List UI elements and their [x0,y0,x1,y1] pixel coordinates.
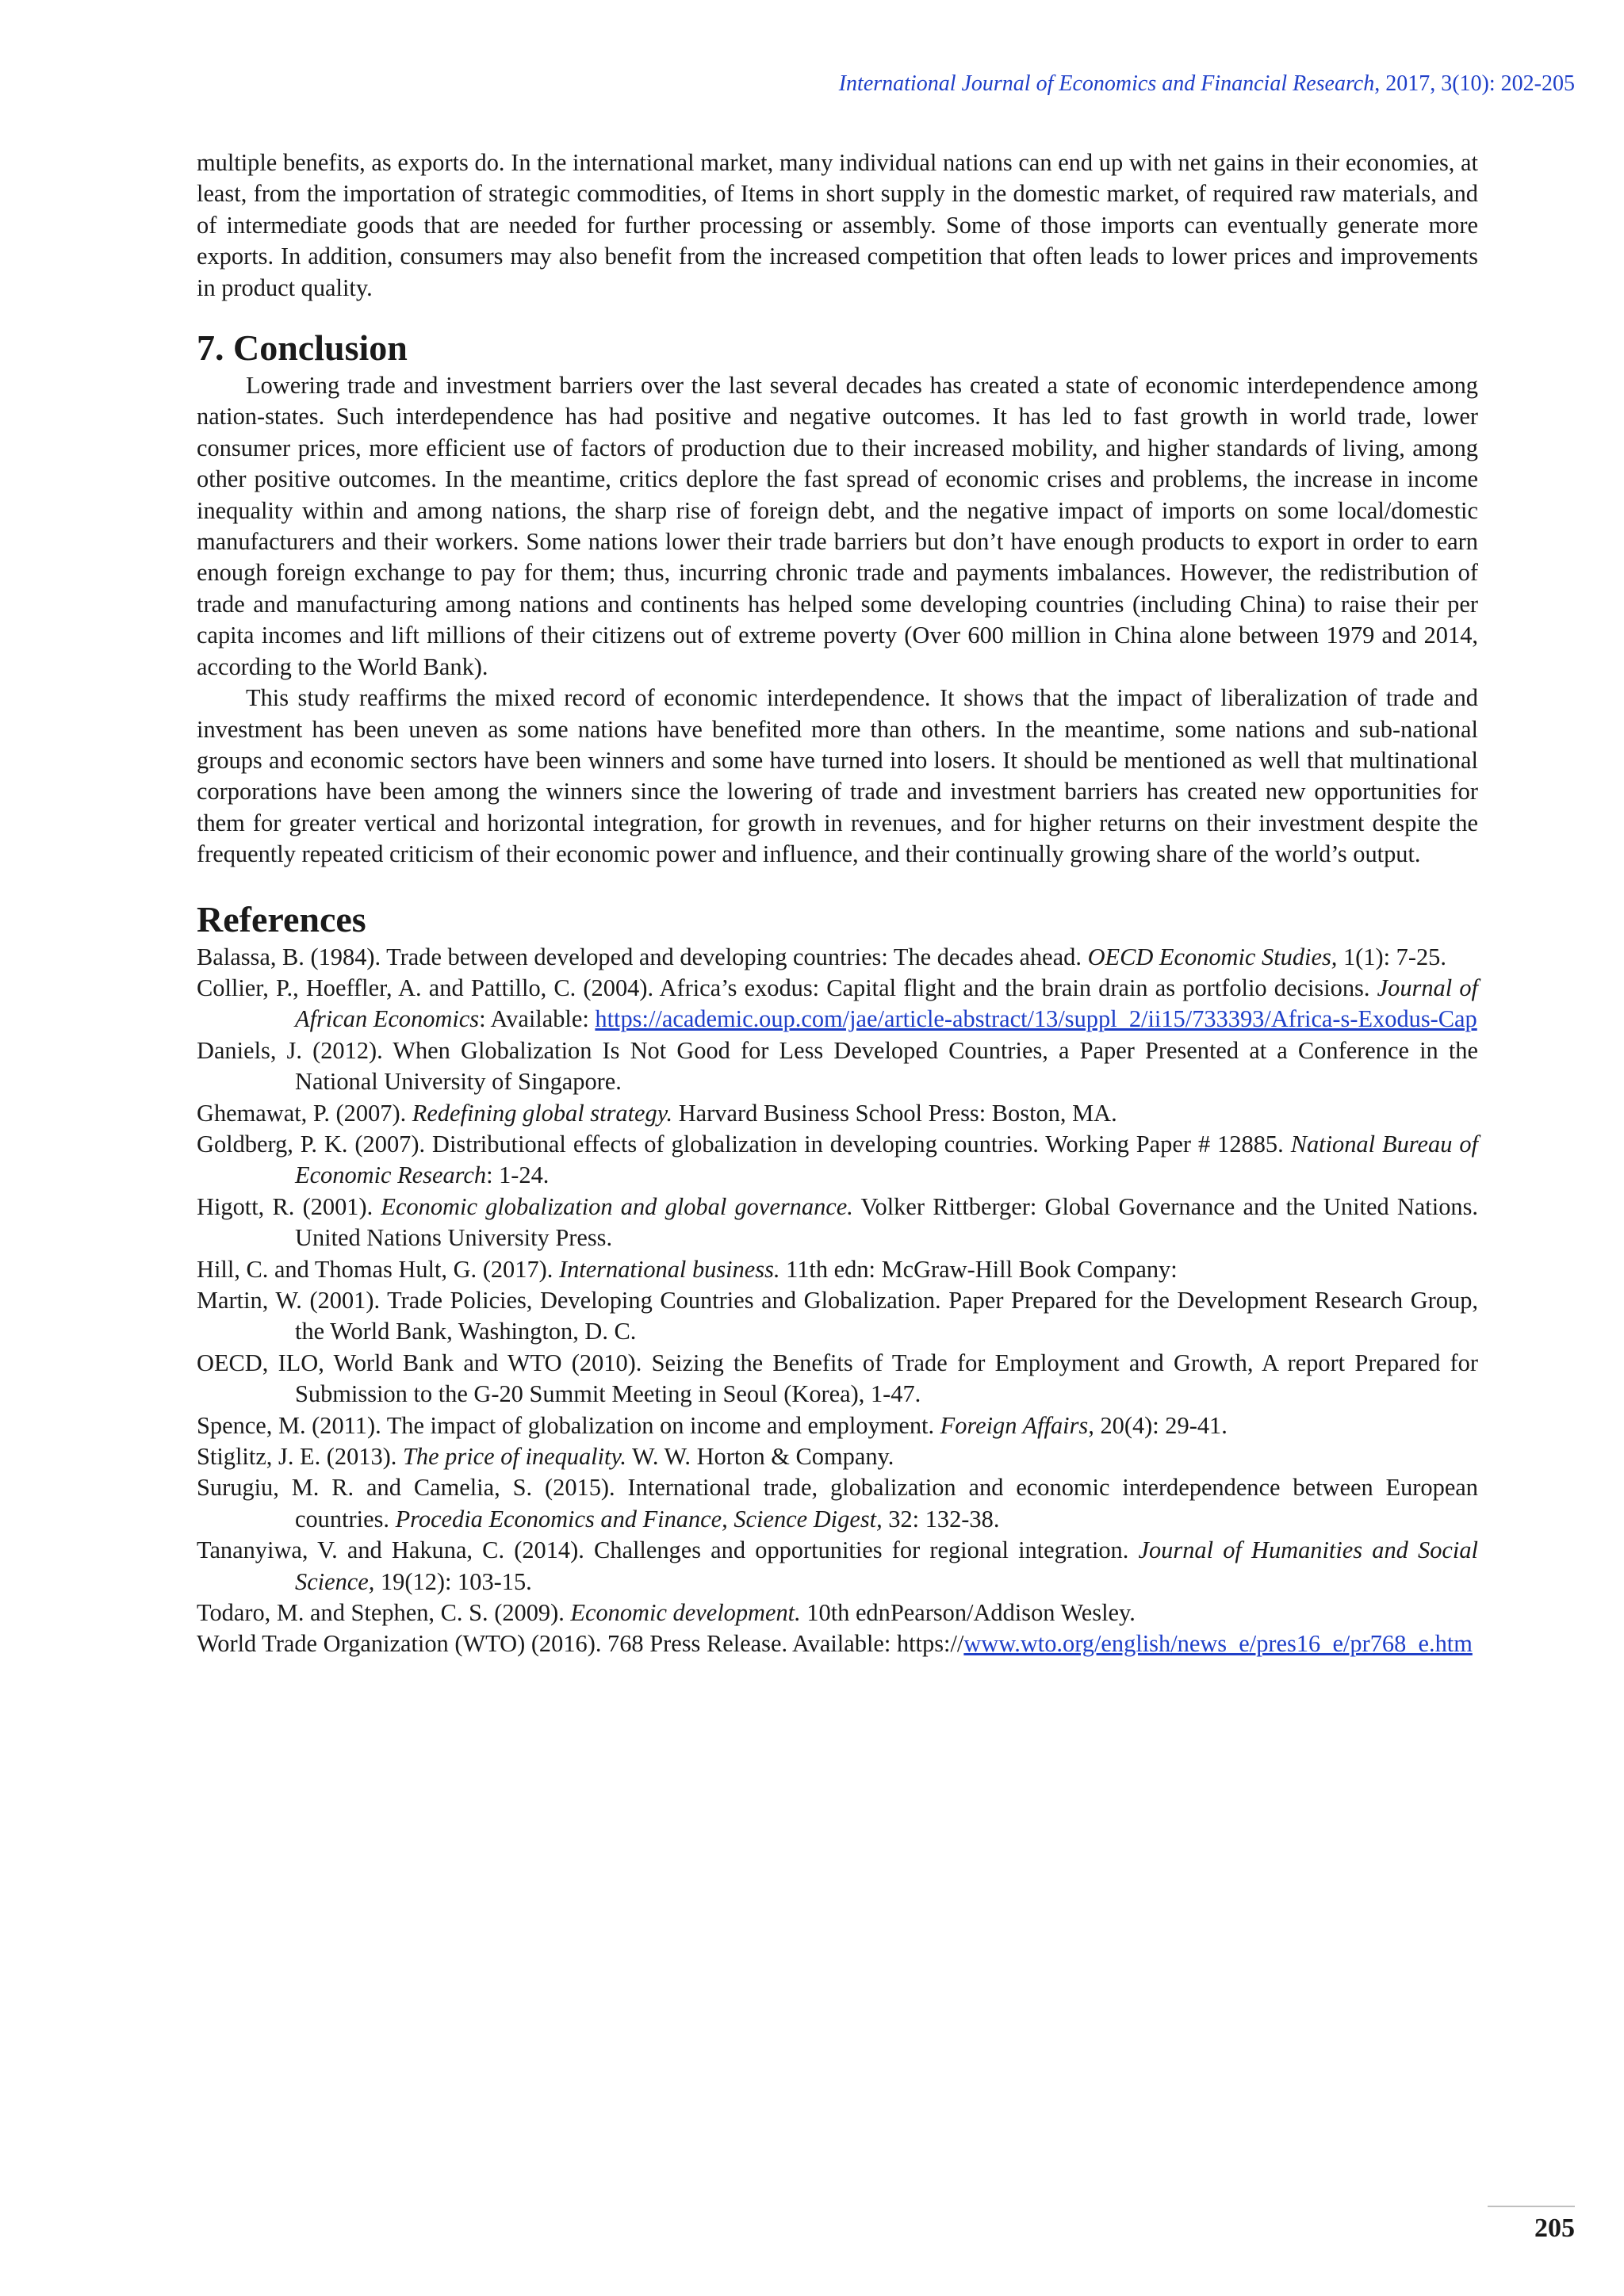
reference-source-title: Redefining global strategy. [412,1099,673,1127]
reference-source-title: Economic globalization and global governance. [381,1192,853,1220]
reference-details: W. W. Horton & Company. [626,1443,894,1471]
reference-details: Harvard Business School Press: Boston, MA. [672,1099,1117,1127]
running-header [839,71,1575,97]
footer-divider [1488,2206,1575,2207]
reference-item [197,1535,1478,1598]
reference-text: Martin, W. (2001). Trade Policies, Developing Countries and Globalization. Paper Prepared for the Development Research Group, the World Bank, Washington, D. C. [197,1287,1478,1345]
reference-link[interactable]: www.wto.org/english/news_e/pres16_e/pr768_e.htm [963,1630,1473,1658]
reference-list [197,942,1478,1660]
reference-item [197,1410,1478,1441]
conclusion-paragraph-2: This study reaffirms the mixed record of economic interdependence. It shows that the impact of liberalization of trade and investment has been uneven as some nations have benefited more than others. In the meantime, some nations and sub-national groups and economic sectors have been winners and some have turned into losers. It should be mentioned as well that multinational corporations have been among the winners since the lowering of trade and investment barriers has created new opportunities for them for greater vertical and horizontal integration, for growth in revenues, and for higher returns on their investment despite the frequently repeated criticism of their economic power and influence, and their continually growing share of the world’s output. [197,684,1478,868]
reference-text: Collier, P., Hoeffler, A. and Pattillo, C. (2004). Africa’s exodus: Capital flight and the brain drain as portfolio decisions. [197,974,1377,1001]
reference-details: : Available: [479,1005,596,1033]
journal-title: International Journal of Economics and Financial Research [838,71,1375,96]
reference-item [197,1441,1478,1472]
reference-link[interactable]: https://academic.oup.com/jae/article-abstract/13/suppl_2/ii15/733393/Africa-s-Exodus-Cap [595,1005,1477,1033]
reference-details: : 1-24. [486,1161,550,1189]
journal-issue: , 2017, 3(10): 202-205 [1374,71,1575,96]
reference-source-title: Procedia Economics and Finance, Science Digest, [395,1505,883,1533]
reference-item [197,942,1478,973]
reference-item [197,1129,1478,1192]
reference-item [197,1472,1478,1535]
reference-item [197,973,1478,1035]
reference-source-title: International business. [558,1255,780,1283]
reference-item [197,1628,1478,1659]
reference-source-title: Journal of Humanities and Social Science, [295,1536,1478,1595]
reference-text: Higott, R. (2001). [197,1192,381,1220]
reference-item [197,1348,1478,1410]
page-content [197,147,1478,1660]
reference-source-title: Economic development. [570,1599,801,1627]
reference-source-title: Journal of African Economics [295,974,1478,1033]
reference-source-title: OECD Economic Studies, [1087,943,1338,970]
reference-item [197,1035,1478,1098]
reference-details: 10th ednPearson/Addison Wesley. [800,1599,1136,1627]
intro-paragraph: multiple benefits, as exports do. In the international market, many individual nations can end up with net gains in their economies, at least, from the importation of strategic commodities, of Items in short supply in the domestic market, of required raw materials, and of intermediate goods that are needed for further processing or assembly. Some of those imports can eventually generate more exports. In addition, consumers may also benefit from the increased competition that often leads to lower prices and improvements in product quality. [197,149,1478,301]
reference-text: OECD, ILO, World Bank and WTO (2010). Seizing the Benefits of Trade for Employment and Growth, A report Prepared for Submission to the G-20 Summit Meeting in Seoul (Korea), 1-47. [197,1349,1478,1408]
reference-text: Balassa, B. (1984). Trade between developed and developing countries: The decades ahead. [197,943,1088,970]
reference-text: Ghemawat, P. (2007). [197,1099,412,1127]
reference-item [197,1254,1478,1285]
reference-text: Stiglitz, J. E. (2013). [197,1443,403,1471]
reference-text: Todaro, M. and Stephen, C. S. (2009). [197,1599,571,1627]
reference-details: 1(1): 7-25. [1337,943,1446,970]
reference-details: 20(4): 29-41. [1094,1411,1228,1439]
reference-details: 11th edn: McGraw-Hill Book Company: [779,1255,1178,1283]
reference-text: Hill, C. and Thomas Hult, G. (2017). [197,1255,559,1283]
reference-text: Daniels, J. (2012). When Globalization Is Not Good for Less Developed Countries, a Paper Presented at a Conference in the National University of Singapore. [197,1036,1478,1096]
reference-item [197,1192,1478,1254]
reference-item [197,1098,1478,1129]
reference-text: World Trade Organization (WTO) (2016). 768 Press Release. Available: https:// [197,1630,964,1658]
conclusion-heading: 7. Conclusion [197,327,408,369]
reference-text: Goldberg, P. K. (2007). Distributional effects of globalization in developing countries. Working Paper # 12885. [197,1130,1291,1158]
reference-source-title: National Bureau of Economic Research [295,1130,1478,1189]
reference-details: Volker Rittberger: Global Governance and the United Nations. United Nations University Press. [295,1192,1479,1252]
reference-text: Tananyiwa, V. and Hakuna, C. (2014). Challenges and opportunities for regional integration. [197,1536,1139,1564]
reference-source-title: Foreign Affairs, [940,1411,1094,1439]
reference-details: 32: 132-38. [882,1505,1000,1533]
conclusion-paragraph-1: Lowering trade and investment barriers over the last several decades has created a state of economic interdependence among nation-states. Such interdependence has had positive and negative outcomes. It has led to fast growth in world trade, lower consumer prices, more efficient use of factors of production due to their increased mobility, and higher standards of living, among other positive outcomes. In the meantime, critics deplore the fast spread of economic crises and problems, the increase in income inequality within and among nations, the sharp rise of foreign debt, and the negative impact of imports on some local/domestic manufacturers and their workers. Some nations lower their trade barriers but don’t have enough products to export in order to earn enough foreign exchange to pay for them; thus, incurring chronic trade and payments imbalances. However, the redistribution of trade and manufacturing among nations and continents has helped some developing countries (including China) to raise their per capita incomes and lift millions of their citizens out of extreme poverty (Over 600 million in China alone between 1979 and 2014, according to the World Bank). [197,372,1478,680]
reference-text: Spence, M. (2011). The impact of globalization on income and employment. [197,1411,940,1439]
reference-text: Surugiu, M. R. and Camelia, S. (2015). International trade, globalization and economic interdependence between European countries. [197,1474,1478,1533]
reference-details: 19(12): 103-15. [374,1567,532,1595]
page-number: 205 [1534,2214,1575,2243]
reference-source-title: The price of inequality. [403,1443,626,1471]
references-heading: References [197,898,366,939]
reference-item [197,1598,1478,1628]
reference-item [197,1285,1478,1348]
